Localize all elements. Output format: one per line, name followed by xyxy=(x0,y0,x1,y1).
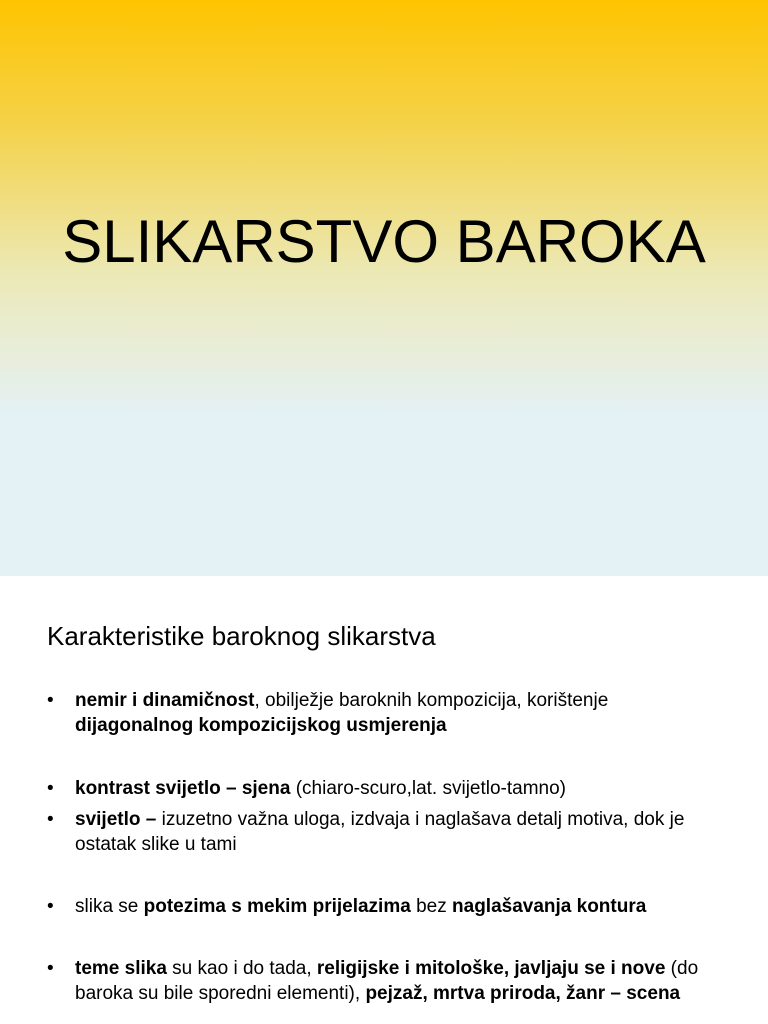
bullet-text xyxy=(75,688,737,738)
bullet-marker: • xyxy=(47,809,54,830)
bullet-marker: • xyxy=(47,778,54,799)
content-slide xyxy=(0,576,768,1024)
bullet-text xyxy=(75,894,737,919)
bullet-text-segment: izuzetno važna uloga, izdvaja i naglašava detalj motiva, dok je ostatak slike u tami xyxy=(75,809,685,855)
bullet-item xyxy=(47,807,737,857)
bullet-text-segment: (do baroka su bile sporedni elementi), xyxy=(75,958,699,1004)
bullet-marker: • xyxy=(47,958,54,979)
bullet-text-segment: religijske i mitološke, javljaju se i nove xyxy=(316,958,666,979)
bullet-text-segment: slika se xyxy=(75,896,144,917)
bullet-text-segment: dijagonalnog kompozicijskog usmjerenja xyxy=(75,715,447,736)
bullet-item xyxy=(47,776,737,801)
bullet-text-segment: bez xyxy=(410,896,453,917)
bullet-text-segment: potezima s mekim prijelazima xyxy=(143,896,411,917)
bullet-marker: • xyxy=(47,690,54,711)
bullet-text-segment: (chiaro-scuro,lat. svijetlo-tamno) xyxy=(290,778,567,799)
bullet-text-segment: pejzaž, mrtva priroda, žanr – scena xyxy=(365,983,681,1004)
slide-title: SLIKARSTVO BAROKA xyxy=(62,208,706,275)
bullet-text-segment: svijetlo – xyxy=(75,809,162,830)
bullet-text-segment: kontrast svijetlo – sjena xyxy=(75,778,291,799)
bullet-text-segment: nemir i dinamičnost xyxy=(75,690,255,711)
bullet-item xyxy=(47,956,737,1006)
bullet-text xyxy=(75,776,737,801)
bullet-text xyxy=(75,807,737,857)
bullet-text xyxy=(75,956,737,1006)
bullet-marker: • xyxy=(47,896,54,917)
section-heading: Karakteristike baroknog slikarstva xyxy=(47,621,436,651)
bullet-text-segment: , obilježje baroknih kompozicija, korištenje xyxy=(254,690,609,711)
bullet-text-segment: su kao i do tada, xyxy=(166,958,317,979)
bullet-item xyxy=(47,894,737,919)
bullet-item xyxy=(47,688,737,738)
bullet-text-segment: teme slika xyxy=(75,958,167,979)
bullet-text-segment: naglašavanja kontura xyxy=(452,896,647,917)
